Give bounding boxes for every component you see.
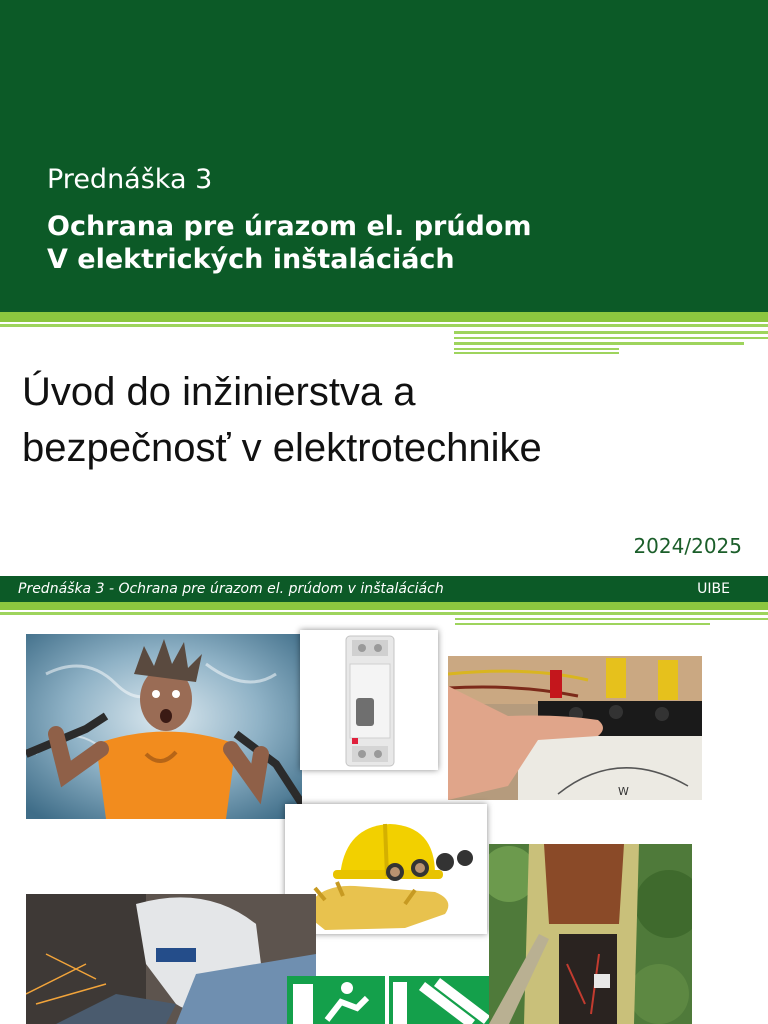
- circuit-breaker-photo: [300, 630, 438, 770]
- course-title-line-1: Úvod do inžinierstva a: [22, 370, 416, 414]
- lecture-subtitle: [47, 210, 532, 276]
- divider-stripe: [0, 324, 768, 327]
- divider-stripe: [0, 602, 768, 610]
- subtitle-line-1: Ochrana pre úrazom el. prúdom: [47, 211, 532, 242]
- divider-stripe: [454, 348, 619, 350]
- electrocuted-boy-photo: [26, 634, 302, 819]
- organization-label: UIBE: [697, 581, 730, 597]
- welder-photo: [26, 894, 316, 1024]
- course-title: [22, 364, 542, 476]
- divider-stripe: [455, 618, 768, 620]
- measuring-instrument-photo: [448, 656, 702, 800]
- slide-header-bar: [0, 576, 768, 602]
- emergency-exit-sign: [287, 976, 491, 1024]
- lecture-number: Prednáška 3: [47, 164, 213, 195]
- divider-stripe: [0, 312, 768, 322]
- meter-dial-label: W: [618, 785, 629, 798]
- content-slide: [0, 576, 768, 1024]
- divider-stripe: [454, 342, 744, 345]
- divider-stripe: [454, 352, 619, 354]
- divider-stripe: [455, 623, 710, 625]
- divider-stripe: [454, 331, 768, 334]
- academic-year: 2024/2025: [633, 534, 742, 558]
- damaged-lamp-post-photo: [489, 844, 692, 1024]
- header-band: [0, 0, 768, 312]
- divider-stripe: [454, 337, 768, 339]
- divider-stripe: [0, 612, 768, 615]
- subtitle-line-2: V elektrických inštaláciách: [47, 244, 455, 275]
- slide-header-title: Prednáška 3 - Ochrana pre úrazom el. prúdom v inštaláciách: [18, 581, 444, 597]
- course-title-line-2: bezpečnosť v elektrotechnike: [22, 426, 542, 470]
